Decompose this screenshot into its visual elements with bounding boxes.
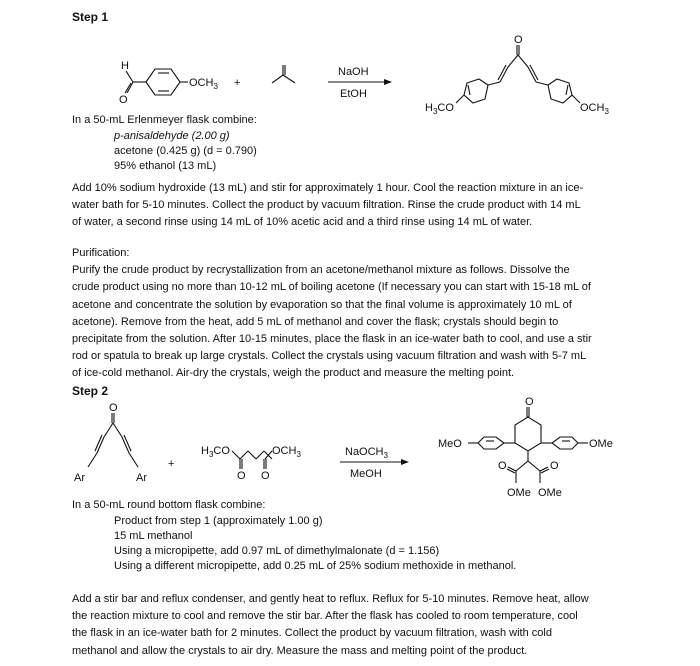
product-meo-label: MeO xyxy=(438,438,462,450)
step1-procedure xyxy=(72,180,642,232)
product-ome-1: OMe xyxy=(507,487,531,499)
reactant-ketone-o: O xyxy=(109,402,118,414)
product-och3-label: OCH xyxy=(580,102,605,114)
aldehyde-h-label: H xyxy=(121,60,129,72)
svg-text:H3CO xyxy=(201,445,230,459)
product-h3co-tail: CO xyxy=(437,102,454,114)
step1-ingredient: p-anisaldehyde (2.00 g) xyxy=(114,130,230,142)
aldehyde-och3-label: OCH xyxy=(189,77,214,89)
svg-text:H3CO xyxy=(425,102,454,116)
step2-procedure-line: Add a stir bar and reflux condenser, and gently heat to reflux. Reflux for 5-10 minutes. Remove heat, allow xyxy=(72,593,589,605)
product-ketone-o: O xyxy=(514,34,523,46)
purification-line: rod or spatula to break up large crystals. Collect the crystals using vacuum filtration and wash with 5-7 mL xyxy=(72,350,587,363)
svg-text:OCH3 xyxy=(580,102,609,116)
product-och3-sub: 3 xyxy=(604,107,609,116)
step2-ingredient: 15 mL methanol xyxy=(114,530,193,542)
step1-ingredient: acetone (0.425 g) (d = 0.790) xyxy=(114,145,257,157)
step2-procedure-line: the flask in an ice-water bath for 2 minutes. Collect the product by vacuum filtration, wash with cold xyxy=(72,627,552,640)
purification-line: of ice-cold methanol. Air-dry the crystals, weigh the product and measure the melting point. xyxy=(72,367,515,380)
malonate-och3-label: OCH xyxy=(272,445,297,457)
purification-line: Purify the crude product by recrystallization from an acetone/methanol mixture as follows. Dissolve the xyxy=(72,264,570,277)
product-ome-label: OMe xyxy=(589,438,613,450)
product-h3co-sub: 3 xyxy=(432,107,438,116)
step2-ingredient: Using a different micropipette, add 0.25 mL of 25% sodium methoxide in methanol. xyxy=(114,560,517,572)
product-ester-o-left: O xyxy=(498,460,507,472)
step1-procedure-line: of water, a second rinse using 14 mL of 10% acetic acid and a third rinse using 14 mL of water. xyxy=(72,216,533,229)
step2-ingredient: Product from step 1 (approximately 1.00 g) xyxy=(114,515,323,527)
step2-reagent-bottom: MeOH xyxy=(350,468,382,480)
step1-ingredient: 95% ethanol (13 mL) xyxy=(114,160,217,172)
step1-reaction-scheme xyxy=(0,34,700,165)
step1-combine-intro: In a 50-mL Erlenmeyer flask combine: xyxy=(72,114,257,126)
reactant-ar-left: Ar xyxy=(74,472,85,484)
step1-heading: Step 1 xyxy=(72,10,109,24)
step2-procedure xyxy=(72,591,642,660)
malonate-o-left: O xyxy=(237,470,246,482)
reactant-ar-right: Ar xyxy=(136,472,147,484)
malonate-o-right: O xyxy=(261,470,270,482)
malonate-h3co-tail: CO xyxy=(213,445,230,457)
malonate-h3co-h: H xyxy=(201,445,209,457)
purification-line: acetone). Remove from the heat, add 5 mL of methanol and cover the flask; crystals should begin to xyxy=(72,315,559,328)
product-ester-o-right: O xyxy=(550,460,559,472)
product-ketone-o-top: O xyxy=(525,396,534,408)
step1-plus: + xyxy=(234,77,241,89)
step2-heading: Step 2 xyxy=(72,384,109,398)
step2-reaction-scheme xyxy=(0,396,700,505)
step2-procedure-line: the reaction mixture to cool and remove the stir bar. After the flask has cooled to room temperature, cool xyxy=(72,610,578,623)
purification-title: Purification: xyxy=(72,247,130,259)
svg-text:OCH3 xyxy=(272,445,301,459)
step2-combine-intro: In a 50-mL round bottom flask combine: xyxy=(72,499,266,511)
step1-reagent-bottom: EtOH xyxy=(340,88,367,100)
step1-procedure-line: water bath for 5-10 minutes. Collect the product by vacuum filtration. Rinse the crude product with 14 mL xyxy=(72,199,581,212)
aldehyde-och3-sub: 3 xyxy=(213,82,218,91)
step2-ingredient: Using a micropipette, add 0.97 mL of dimethylmalonate (d = 1.156) xyxy=(114,545,440,557)
purification-section xyxy=(72,245,642,383)
aldehyde-o-label: O xyxy=(119,94,128,106)
purification-line: acetone and concentrate the solution by evaporation so that the final volume is approximately 10 mL of xyxy=(72,298,572,311)
step1-procedure-line: Add 10% sodium hydroxide (13 mL) and stir for approximately 1 hour. Cool the reaction mixture in an ice- xyxy=(72,182,584,194)
step1-reagent-top: NaOH xyxy=(338,66,369,78)
malonate-och3-sub: 3 xyxy=(296,450,301,459)
step2-reagent-top: NaOCH xyxy=(345,446,384,458)
malonate-h3co-sub: 3 xyxy=(208,450,214,459)
step2-procedure-line: methanol and allow the crystals to air dry. Measure the mass and melting point of the product. xyxy=(72,644,528,657)
product-ome-2: OMe xyxy=(538,487,562,499)
purification-line: crude product using no more than 10-12 mL of boiling acetone (If necessary you can start with 15-18 mL of xyxy=(72,281,591,294)
svg-text:OCH3 xyxy=(189,77,218,91)
purification-line: precipitate from the solution. After 10-15 minutes, place the flask in an ice-water bath to cool, and use a stir xyxy=(72,333,592,346)
svg-text:NaOCH3 xyxy=(345,446,389,460)
step2-plus: + xyxy=(168,458,175,470)
product-h3co-h: H xyxy=(425,102,433,114)
step2-reagent-top-sub: 3 xyxy=(383,451,388,460)
